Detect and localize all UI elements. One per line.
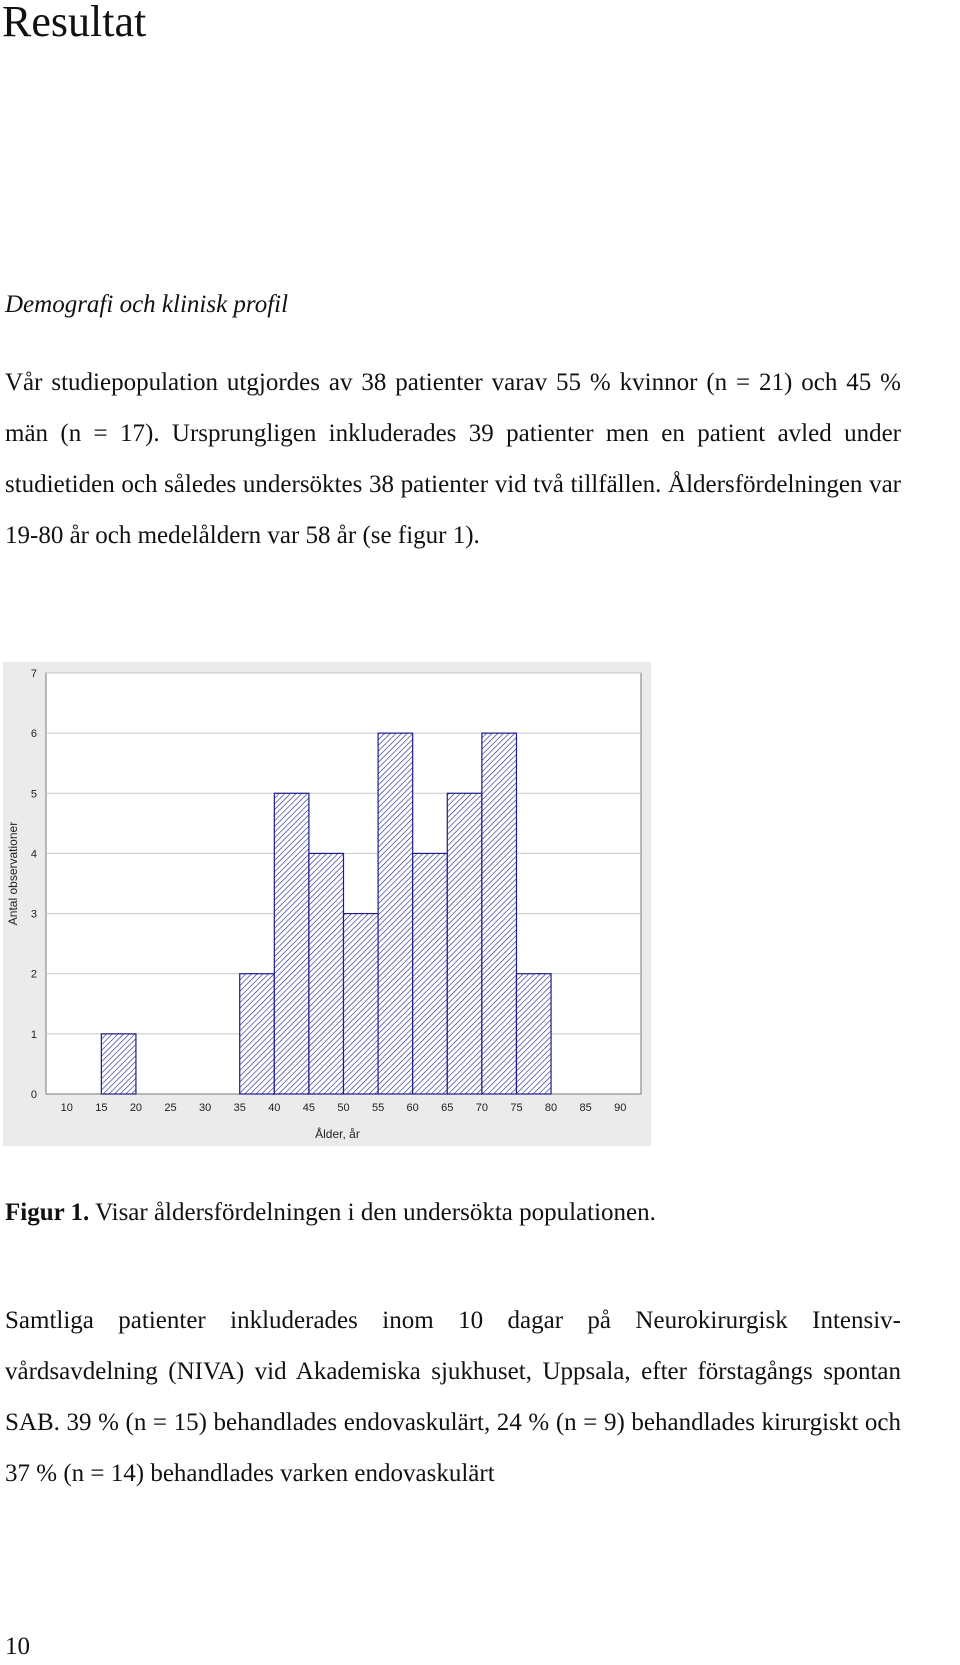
y-tick-label: 7 xyxy=(30,668,37,680)
y-tick-label: 2 xyxy=(30,968,37,981)
body-paragraph: Vår studiepopulation utgjordes av 38 patienter varav 55 % kvinnor (n = 21) och 45 % män (n = 17). Ursprungligen inkluderades 39 patienter men en patient avled under studietiden och således undersöktes 38 patienter vid två tillfällen. Åldersfördelningen var 19-80 år och medelåldern var 58 år (se figur 1). xyxy=(5,369,901,549)
figure-caption-label: Figur 1. xyxy=(5,1199,90,1226)
y-tick-label: 0 xyxy=(30,1089,37,1101)
histogram-bar xyxy=(309,853,344,1094)
histogram-bar xyxy=(101,1034,136,1094)
body-paragraph: Samtliga patienter inkluderades inom 10 dagar på Neurokirurgisk Intensiv-vårdsavdelning (NIVA) vid Akademiska sjukhuset, Uppsala, efter förstagångs spontan SAB. 39 % (n = 15) behandlades endovaskulärt, 24 % (n = 9) behandlades kirurgiskt och 37 % (n = 14) behandlades varken endovaskulärt xyxy=(5,1307,901,1487)
y-tick-label: 4 xyxy=(30,848,37,861)
x-tick-label: 80 xyxy=(544,1102,558,1114)
histogram-bar xyxy=(516,974,551,1094)
histogram-bar xyxy=(413,853,448,1094)
y-tick-label: 6 xyxy=(30,728,37,741)
x-tick-label: 45 xyxy=(302,1102,316,1114)
figure-caption-text: Visar åldersfördelningen i den undersökta populationen. xyxy=(89,1199,656,1226)
histogram-bar xyxy=(482,733,517,1094)
x-tick-label: 90 xyxy=(614,1102,627,1114)
histogram-bar xyxy=(274,793,309,1094)
x-tick-label: 35 xyxy=(233,1102,246,1114)
y-tick-label: 1 xyxy=(30,1028,37,1041)
x-tick-label: 25 xyxy=(164,1102,177,1114)
x-tick-label: 85 xyxy=(579,1102,592,1114)
x-axis-label: Ålder, år xyxy=(315,1127,360,1141)
x-tick-label: 65 xyxy=(441,1102,454,1114)
y-tick-label: 3 xyxy=(30,908,37,921)
histogram-bar xyxy=(447,793,482,1094)
y-axis-label: Antal observationer xyxy=(6,821,20,926)
histogram-bar xyxy=(344,914,379,1094)
histogram-bar xyxy=(378,733,413,1094)
x-tick-label: 75 xyxy=(510,1102,523,1114)
x-tick-label: 10 xyxy=(60,1102,73,1114)
x-tick-labels xyxy=(61,1102,627,1114)
section-heading: Demografi och klinisk profil xyxy=(5,291,289,318)
x-tick-label: 55 xyxy=(371,1102,385,1114)
age-histogram-figure xyxy=(3,662,651,1146)
x-tick-label: 70 xyxy=(475,1102,488,1114)
age-histogram-chart xyxy=(3,662,651,1146)
page-number: 10 xyxy=(5,1633,30,1660)
histogram-bar xyxy=(240,974,275,1094)
figure-caption xyxy=(5,1198,656,1228)
x-tick-label: 30 xyxy=(199,1102,212,1114)
x-tick-label: 15 xyxy=(95,1102,108,1114)
x-tick-label: 50 xyxy=(337,1102,350,1114)
x-tick-label: 40 xyxy=(268,1102,281,1114)
x-tick-label: 20 xyxy=(129,1102,143,1114)
y-tick-label: 5 xyxy=(30,788,37,801)
x-tick-label: 60 xyxy=(406,1102,419,1114)
page-title: Resultat xyxy=(2,0,147,46)
y-tick-labels xyxy=(31,668,37,1101)
